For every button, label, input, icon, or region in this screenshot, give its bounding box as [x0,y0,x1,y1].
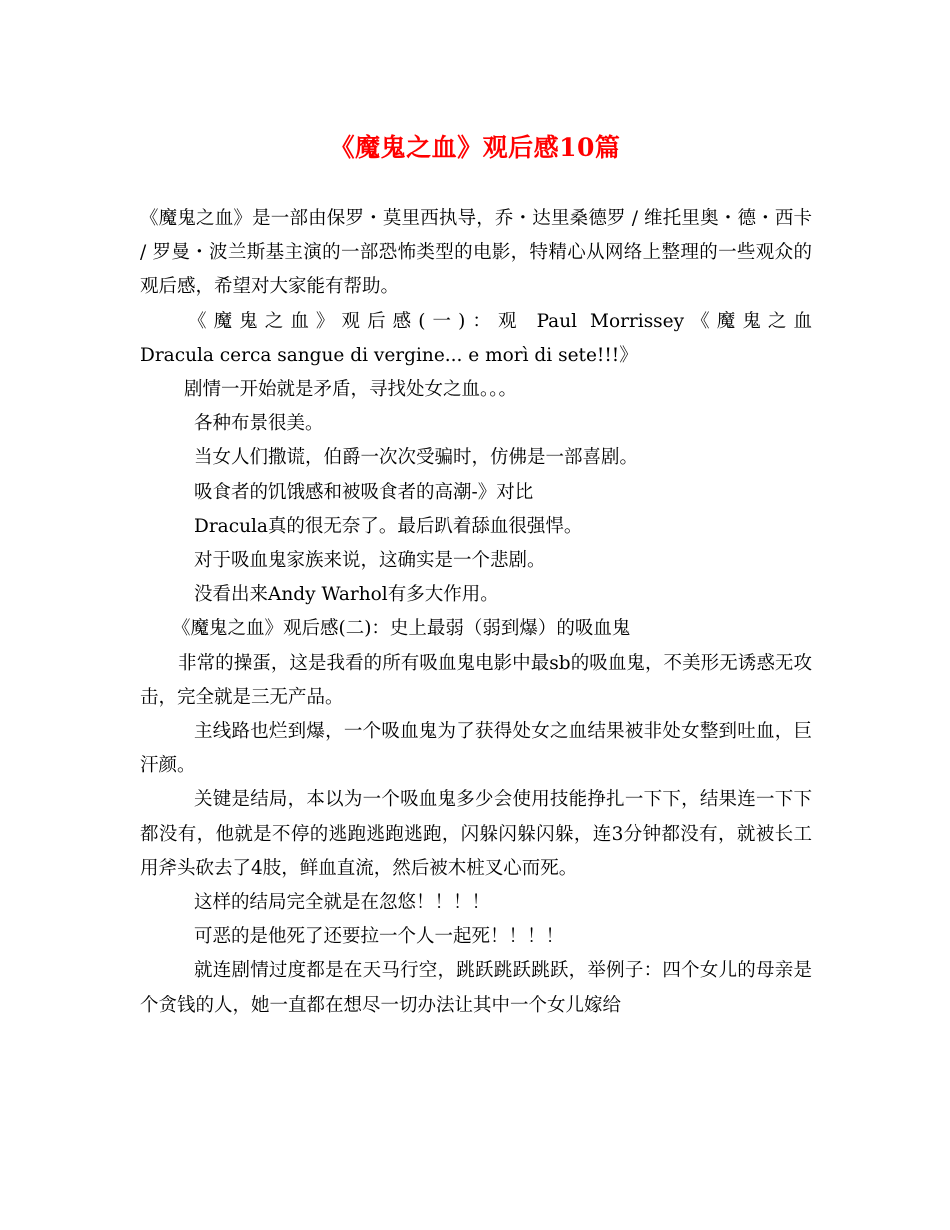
paragraph: 可恶的是他死了还要拉一个人一起死！！！！ [194,926,565,948]
paragraph: 剧情一开始就是矛盾，寻找处女之血。。。 [184,379,518,401]
paragraph: 没看出来Andy Warhol有多大作用。 [194,584,499,606]
review-1-heading: 《魔鬼之血》观后感(一)：观 Paul Morrissey《魔鬼之血 [188,310,812,332]
paragraph: 对于吸血鬼家族来说，这确实是一个悲剧。 [194,550,546,572]
paragraph: 关键是结局，本以为一个吸血鬼多少会使用技能挣扎一下下，结果连一下下都没有，他就是不停的逃跑逃跑逃跑，闪躲闪躲闪躲，连3分钟都没有，就被长工用斧头砍去了4肢，鲜血直流，然后被木桩叉心而死。 [140,789,812,879]
paragraph: 主线路也烂到爆，一个吸血鬼为了获得处女之血结果被非处女整到吐血，巨汗颜。 [140,721,812,777]
document-title: 《魔鬼之血》观后感10篇 [329,133,621,162]
paragraph: 就连剧情过度都是在天马行空，跳跃跳跃跳跃，举例子：四个女儿的母亲是个贪钱的人，她一直都在想尽一切办法让其中一个女儿嫁给 [140,960,812,1016]
review-2-heading: 《魔鬼之血》观后感(二)：史上最弱（弱到爆）的吸血鬼 [172,618,631,640]
paragraph: 吸食者的饥饿感和被吸食者的高潮-》对比 [194,481,534,503]
paragraph: 非常的操蛋，这是我看的所有吸血鬼电影中最sb的吸血鬼，不美形无诱惑无攻击，完全就是三无产品。 [140,652,812,708]
paragraph: 各种布景很美。 [194,413,324,435]
document-body [140,202,812,1023]
paragraph: 当女人们撒谎，伯爵一次次受骗时，仿佛是一部喜剧。 [194,447,639,469]
paragraph: 这样的结局完全就是在忽悠！！！！ [194,892,491,914]
paragraph: Dracula真的很无奈了。最后趴着舔血很强悍。 [194,515,583,537]
review-1-heading-cont: Dracula cerca sangue di vergine... e morì di sete!!!》 [140,344,638,366]
intro-paragraph: 《魔鬼之血》是一部由保罗・莫里西执导，乔・达里桑德罗 / 维托里奥・德・西卡 / 罗曼・波兰斯基主演的一部恐怖类型的电影，特精心从网络上整理的一些观众的观后感，希望对大家能有帮助。 [140,208,812,298]
